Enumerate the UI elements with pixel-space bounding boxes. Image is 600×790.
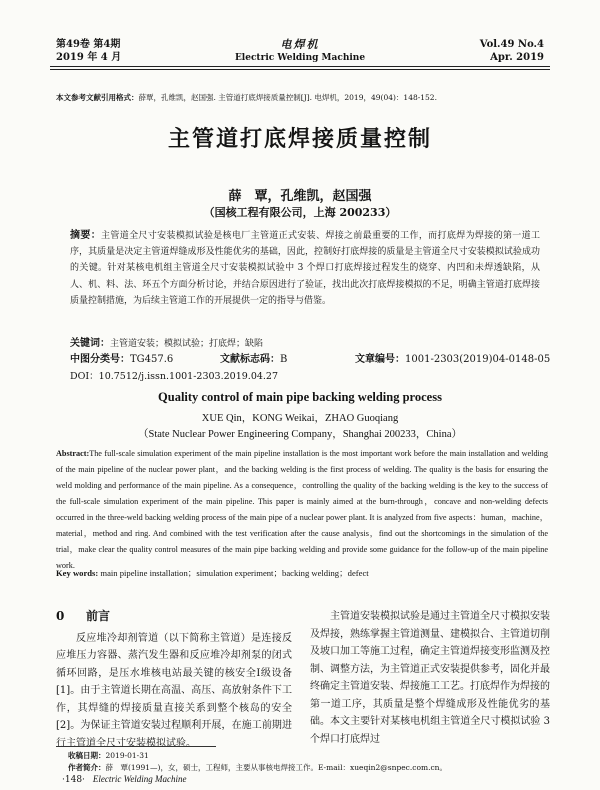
volume-issue: 第49卷 第4期 bbox=[56, 39, 121, 50]
doi: DOI：10.7512/j.issn.1001-2303.2019.04.27 bbox=[70, 371, 279, 382]
authors-cn: 薛 覃，孔维凯，赵国强 bbox=[228, 189, 372, 204]
authors-en: XUE Qin，KONG Weikai，ZHAO Guoqiang bbox=[201, 413, 399, 424]
abstract-cn bbox=[70, 228, 540, 309]
clc-number: 中图分类号：TG457.6 bbox=[70, 354, 174, 365]
keywords-en-text: main pipeline installation；simulation experiment；backing welding；defect bbox=[100, 568, 369, 578]
keywords-cn-text: 主管道安装；模拟试验；打底焊；缺陷 bbox=[110, 339, 264, 349]
abstract-en bbox=[56, 446, 548, 574]
citation-format bbox=[56, 92, 556, 103]
page-number: ·148· bbox=[62, 775, 85, 785]
section-heading bbox=[56, 608, 292, 626]
abstract-en-label: Abstract: bbox=[56, 449, 90, 458]
paragraph-intro: 反应堆冷却剂管道（以下简称主管道）是连接反应堆压力容器、蒸汽发生器和反应堆冷却剂泵的闭式循环回路，是压水堆核电站最关键的核安全Ⅰ级设备[1]。由于主管道长期在高温、高压、高放射条件下工作，其焊缝的焊接质量直接关系到整个核岛的安全[2]。为保证主管道安装过程顺利开展，在施工前期进行主管道全尺寸安装模拟试验。 bbox=[56, 632, 292, 749]
footnote bbox=[68, 750, 447, 774]
section-title: 前言 bbox=[86, 609, 111, 623]
page-footer bbox=[62, 774, 187, 785]
journal-logo-cn: 电焊机 bbox=[280, 38, 320, 51]
paragraph-simulation: 主管道安装模拟试验是通过主管道全尺寸模拟安装及焊接，熟练掌握主管道测量、建模拟合、主管道切削及坡口加工等施工过程，确定主管道焊接变形监测及控制、调整方法，为主管道正式安装提供参考，固化并最终确定主管道安装、焊接施工工艺。打底焊作为焊接的第一道工序，其质量是整个焊缝成形及性能优劣的基础。本文主要针对某核电机组主管道全尺寸模拟试验 3 个焊口打底焊过 bbox=[310, 611, 550, 745]
keywords-cn bbox=[70, 334, 540, 349]
affiliation-en: （State Nuclear Power Engineering Company，Shanghai 200233，China） bbox=[138, 429, 462, 440]
document-code: 文献标志码：B bbox=[220, 354, 288, 365]
footer-journal: Electric Welding Machine bbox=[92, 774, 187, 784]
section-number: 0 bbox=[56, 609, 65, 623]
keywords-cn-label: 关键词： bbox=[70, 338, 110, 349]
keywords-en bbox=[56, 567, 548, 579]
date-en: Apr. 2019 bbox=[490, 52, 544, 63]
body-column-right bbox=[310, 608, 550, 748]
citation-text: 薛覃，孔维凯，赵国强. 主管道打底焊接质量控制[J]. 电焊机，2019，49(04)：148-152. bbox=[138, 93, 437, 102]
author-bio: 作者简介：薛 覃(1991—)，女，硕士，工程师，主要从事核电焊接工作。E-mail：xueqin2@snpec.com.cn。 bbox=[68, 763, 448, 772]
article-number: 文章编号：1001-2303(2019)04-0148-05 bbox=[355, 354, 551, 365]
keywords-en-label: Key words: bbox=[56, 568, 99, 578]
vol-no-en: Vol.49 No.4 bbox=[479, 39, 544, 50]
paper-title-cn: 主管道打底焊接质量控制 bbox=[167, 127, 432, 152]
journal-name-en: Electric Welding Machine bbox=[234, 53, 366, 63]
footnote-rule bbox=[56, 746, 216, 747]
affiliation-cn: （国核工程有限公司，上海 200233） bbox=[203, 206, 397, 219]
abstract-en-text: The full-scale simulation experiment of the main pipeline installation is the most important work before the main installation and welding of the main pipeline of the nuclear power plant，and the backing welding is the first process of welding. The quality is the basis for ensuring the weld molding and performance of the main pipeline. As a consequence，controlling the quality of the backing welding is the key to the success of the full-scale simulation experiment of the main pipeline. This paper is mainly aimed at the burn-through，concave and non-welding defects occurred in the three-weld backing welding process of the main pipe of a nuclear power plant. It is analyzed from five aspects：human，machine，material，method and ring. And combined with the test verification after the cause analysis，find out the shortcomings in the simulation of the trial，make clear the quality control measures of the main pipe backing welding and provide some guidance for the follow-up of the main pipeline work. bbox=[56, 449, 548, 570]
header-vol-en bbox=[480, 38, 544, 64]
paper-title-en: Quality control of main pipe backing welding process bbox=[158, 390, 442, 404]
received-date: 收稿日期：2019-01-31 bbox=[68, 751, 149, 760]
abstract-cn-label: 摘要： bbox=[70, 230, 102, 241]
year-month: 2019 年 4 月 bbox=[56, 52, 122, 63]
citation-label: 本文参考文献引用格式： bbox=[56, 93, 139, 102]
abstract-cn-text: 主管道全尺寸安装模拟试验是核电厂主管道正式安装、焊接之前最重要的工作，而打底焊为焊接的第一道工序，其质量是决定主管道焊缝成形及性能优劣的基础，因此，控制好打底焊接的质量是主管道全尺寸安装模拟试验成功的关键。针对某核电机组主管道全尺寸安装模拟试验中 3 个焊口打底焊接过程发生的烧穿、内凹和未焊透缺陷，从人、机、料、法、环五个方面分析讨论，并结合原因进行了验证，找出此次打底焊接模拟的不足，明确主管道打底焊接质量控制措施，为后续主管道工作的开展提供一定的指导与借鉴。 bbox=[70, 231, 540, 306]
header-rule bbox=[50, 66, 550, 67]
body-column-left bbox=[56, 608, 292, 752]
header-rule-thin bbox=[50, 69, 550, 70]
